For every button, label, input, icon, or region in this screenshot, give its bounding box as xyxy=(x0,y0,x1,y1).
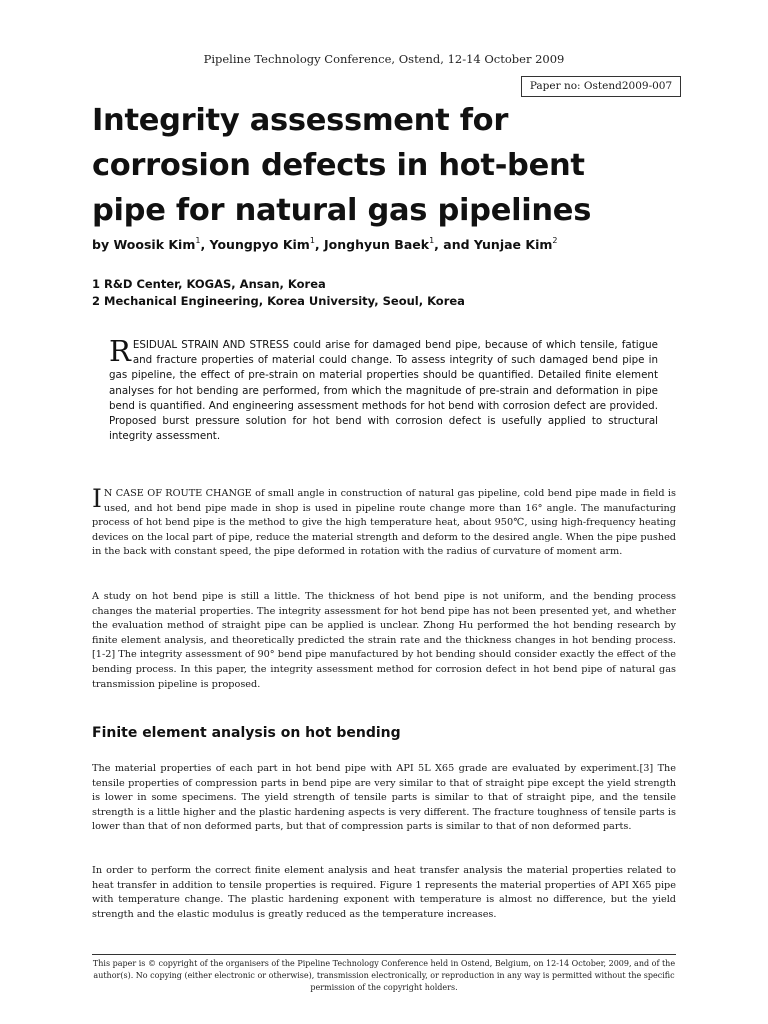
author-4-affiliation-mark: 2 xyxy=(552,236,558,245)
author-list xyxy=(92,236,692,252)
paper-title xyxy=(92,98,692,233)
author-2-affiliation-mark: 1 xyxy=(309,236,315,245)
author-4: , and Yunjae Kim xyxy=(434,237,553,252)
section-paragraph-1: The material properties of each part in hot bend pipe with API 5L X65 grade are evaluated by experiment.[3] The tensile properties of compression parts in bend pipe are very similar to that of straight pipe except the yield strength is lower in some specimens. The yield strength of tensile parts is similar to that of straight pipe, and the tensile strength is a little higher and the plastic hardening aspects is very different. The fracture toughness of tensile parts is lower than that of non deformed parts, but that of compression parts is similar to that of non deformed parts. xyxy=(92,763,676,833)
footer-divider xyxy=(92,954,676,955)
title-line-1: Integrity assessment for xyxy=(92,103,509,138)
section-paragraph-2: In order to perform the correct finite element analysis and heat transfer analysis the material properties related to heat transfer in addition to tensile properties is required. Figure 1 represents the material properties of API X65 pipe with temperature change. The plastic hardening exponent with temperature is almost no difference, but the yield strength and the elastic modulus is greatly reduced as the temperature increases. xyxy=(92,865,676,920)
affiliation-1: 1 R&D Center, KOGAS, Ansan, Korea xyxy=(92,277,326,291)
intro-dropcap: I xyxy=(92,484,102,513)
abstract-dropcap: R xyxy=(109,334,131,368)
author-3: , Jonghyun Baek xyxy=(314,237,430,252)
copyright-footer: This paper is © copyright of the organisers of the Pipeline Technology Conference held in Ostend, Belgium, on 12-14 October, 2009, and of the author(s). No copying (either electronic or otherwise), transmission electronically, or reproduction in any way is permitted without the specific permission of the copyright holders. xyxy=(92,959,676,993)
author-2: , Youngpyo Kim xyxy=(200,237,310,252)
abstract-text: ESIDUAL STRAIN AND STRESS could arise for damaged bend pipe, because of which tensile, fatigue and fracture properties of material could change. To assess integrity of such damaged bend pipe in gas pipeline, the effect of pre-strain on material properties should be quantified. Detailed finite element analyses for hot bending are performed, from which the magnitude of pre-strain and deformation in pipe bend is quantified. And engineering assessment methods for hot bend with corrosion defect are provided. Proposed burst pressure solution for hot bend with corrosion defect is usefully applied to structural integrity assessment. xyxy=(109,339,658,443)
title-line-2: corrosion defects in hot-bent xyxy=(92,148,585,183)
intro-paragraph-1 xyxy=(92,484,676,560)
paper-number-box: Paper no: Ostend2009-007 xyxy=(521,76,681,97)
affiliation-2: 2 Mechanical Engineering, Korea University, Seoul, Korea xyxy=(92,294,465,308)
author-1-affiliation-mark: 1 xyxy=(195,236,201,245)
intro-paragraph-1-text: N CASE OF ROUTE CHANGE of small angle in construction of natural gas pipeline, cold bend pipe made in field is used, and hot bend pipe made in shop is used in pipeline route change more than 16° angle. The manufacturing process of hot bend pipe is the method to give the high temperature heat, about 950℃, using high-frequency heating devices on the local part of pipe, reduce the material strength and deform to the desired angle. When the pipe pushed in the back with constant speed, the pipe deformed in rotation with the radius of curvature of moment arm. xyxy=(92,488,676,558)
conference-header: Pipeline Technology Conference, Ostend, 12-14 October 2009 xyxy=(203,52,565,66)
author-3-affiliation-mark: 1 xyxy=(429,236,435,245)
section-heading: Finite element analysis on hot bending xyxy=(92,725,401,741)
title-line-3: pipe for natural gas pipelines xyxy=(92,193,592,228)
affiliations xyxy=(92,276,692,310)
author-1: by Woosik Kim xyxy=(92,237,196,252)
intro-paragraph-2: A study on hot bend pipe is still a little. The thickness of hot bend pipe is not uniform, and the bending process changes the material properties. The integrity assessment for hot bend pipe has not been presented yet, and whether the evaluation method of straight pipe can be applied is unclear. Zhong Hu performed the hot bending research by finite element analysis, and theoretically predicted the strain rate and the thickness changes in hot bending process.[1-2] The integrity assessment of 90° bend pipe manufactured by hot bending should consider exactly the effect of the bending process. In this paper, the integrity assessment method for corrosion defect in hot bend pipe of natural gas transmission pipeline is proposed. xyxy=(92,591,676,690)
abstract xyxy=(109,334,658,444)
